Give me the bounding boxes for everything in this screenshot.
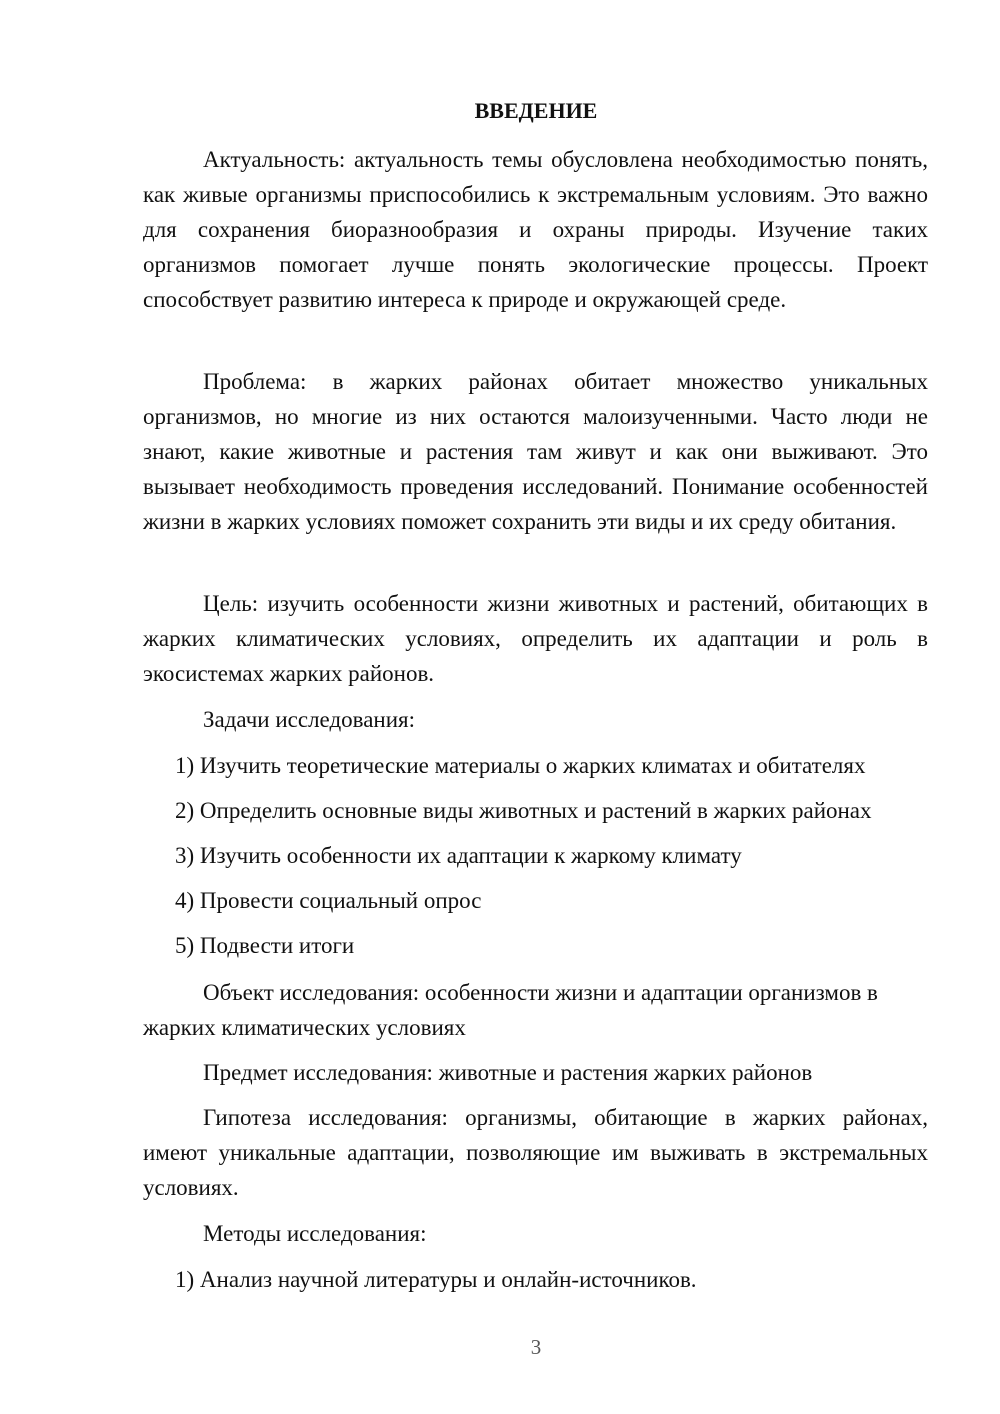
task-item-5: 5) Подвести итоги	[175, 933, 355, 958]
subject-paragraph: Предмет исследования: животные и растения жарких районов	[203, 1060, 813, 1085]
task-item-4: 4) Провести социальный опрос	[175, 888, 482, 913]
section-heading: ВВЕДЕНИЕ	[474, 98, 598, 123]
page-number: 3	[530, 1335, 542, 1359]
task-item-3: 3) Изучить особенности их адаптации к жаркому климату	[175, 843, 742, 868]
tasks-label: Задачи исследования:	[203, 707, 416, 732]
goal-paragraph: Цель: изучить особенности жизни животных и растений, обитающих в жарких климатических условиях, определить их адаптации и роль в экосистемах жарких районов.	[143, 591, 928, 686]
problem-paragraph: Проблема: в жарких районах обитает множество уникальных организмов, но многие из них остаются малоизученными. Часто люди не знают, какие животные и растения там живут и как они выживают. Это вызывает необходимость проведения исследований. Понимание особенностей жизни в жарких условиях поможет сохранить эти виды и их среду обитания.	[143, 369, 928, 534]
methods-label: Методы исследования:	[203, 1221, 427, 1246]
task-item-2: 2) Определить основные виды животных и растений в жарких районах	[175, 798, 872, 823]
task-item-1: 1) Изучить теоретические материалы о жарких климатах и обитателях	[175, 753, 866, 778]
method-item-1: 1) Анализ научной литературы и онлайн-источников.	[175, 1267, 697, 1292]
relevance-paragraph: Актуальность: актуальность темы обусловлена необходимостью понять, как живые организмы приспособились к экстремальным условиям. Это важно для сохранения биоразнообразия и охраны природы. Изучение таких организмов помогает лучше понять экологические процессы. Проект способствует развитию интереса к природе и окружающей среде.	[143, 147, 928, 312]
hypothesis-paragraph: Гипотеза исследования: организмы, обитающие в жарких районах, имеют уникальные адаптации, позволяющие им выживать в экстремальных условиях.	[143, 1105, 928, 1200]
object-paragraph: Объект исследования: особенности жизни и адаптации организмов в жарких климатических условиях	[143, 980, 878, 1040]
